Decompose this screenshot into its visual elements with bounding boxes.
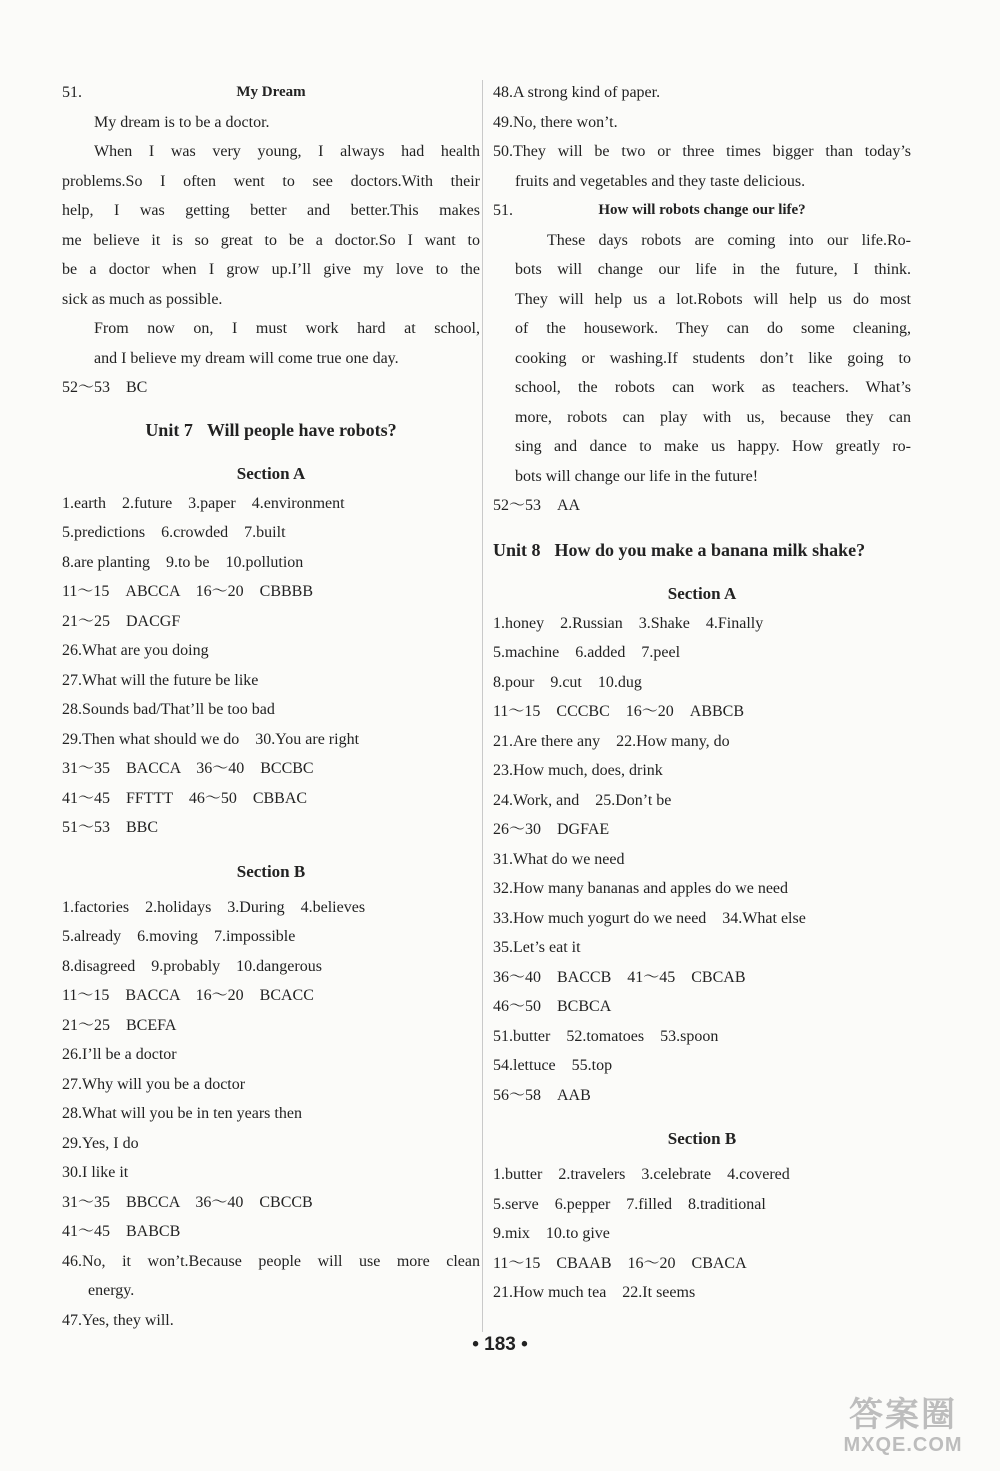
answer-line: 29.Yes, I do	[62, 1134, 139, 1152]
answer-line: 21.Are there any 22.How many, do	[493, 732, 730, 750]
essay-line: sick as much as possible.	[62, 290, 223, 308]
answer-line: energy.	[88, 1282, 135, 1299]
answer-line: 48.A strong kind of paper.	[493, 84, 661, 101]
section-heading: Section A	[236, 463, 306, 483]
answer-line: 9.mix 10.to give	[493, 1225, 610, 1242]
essay-line: school, the robots can work as teachers. What’s	[515, 379, 911, 396]
answer-line: 21.How much tea 22.It seems	[493, 1284, 696, 1301]
answer-line: 35.Let’s eat it	[493, 939, 581, 956]
answer-line: 11～15 ABCCA 16～20 CBBBB	[62, 583, 314, 600]
answer-line: 8.disagreed 9.probably 10.dangerous	[62, 957, 322, 975]
answer-line: 31.What do we need	[493, 850, 625, 868]
answer-line: 52～53 BC	[62, 379, 148, 396]
essay-line: These days robots are coming into our life.Ro-	[547, 231, 911, 249]
answer-line: 46.No, it won’t.Because people will use more clean	[62, 1252, 480, 1270]
answer-line: 24.Work, and 25.Don’t be	[493, 791, 672, 809]
unit-title: Will people have robots?	[206, 419, 397, 440]
answer-line: 26.I’ll be a doctor	[62, 1046, 177, 1063]
unit-title: How do you make a banana milk shake?	[554, 539, 866, 560]
answer-line: 11～15 BACCA 16～20 BCACC	[62, 987, 314, 1004]
answer-line: 52～53 AA	[493, 497, 581, 514]
answer-line: 36～40 BACCB 41～45 CBCAB	[493, 968, 746, 986]
answer-line: 51～53 BBC	[62, 819, 159, 836]
section-heading: Section B	[236, 861, 306, 881]
answer-line: 8.pour 9.cut 10.dug	[493, 673, 642, 691]
answer-line: 51.butter 52.tomatoes 53.spoon	[493, 1027, 719, 1045]
answer-line: 31～35 BBCCA 36～40 CBCCB	[62, 1193, 313, 1211]
answer-line: 56～58 AAB	[493, 1086, 591, 1104]
essay-line: help, I was getting better and better.This makes	[62, 202, 480, 219]
answer-line: 21～25 BCEFA	[62, 1016, 177, 1034]
answer-line: 28.Sounds bad/That’ll be too bad	[62, 701, 275, 718]
essay-line: bots will change our life in the future!	[515, 467, 759, 485]
answer-line: 47.Yes, they will.	[62, 1311, 174, 1329]
essay-title-row	[493, 196, 911, 226]
left-column	[62, 0, 480, 1335]
answer-line: 28.What will you be in ten years then	[62, 1105, 302, 1122]
answer-line: 21～25 DACGF	[62, 612, 181, 630]
answer-line: 41～45 FFTTT 46～50 CBBAC	[62, 789, 308, 807]
answer-line: 8.are planting 9.to be 10.pollution	[62, 553, 304, 571]
watermark-text: 答案圈	[849, 1396, 957, 1434]
unit-heading	[493, 535, 911, 565]
essay-number: 51.	[62, 84, 82, 101]
section-heading: Section A	[667, 583, 737, 603]
essay-line: be a doctor when I grow up.I’ll give my love to the	[62, 261, 480, 278]
essay-line: of the housework. They can do some cleaning,	[515, 320, 911, 337]
right-column	[493, 0, 911, 1308]
essay-title: How will robots change our life?	[598, 202, 806, 218]
answer-line: 26～30 DGFAE	[493, 821, 610, 838]
answer-line: 29.Then what should we do 30.You are right	[62, 730, 360, 748]
answer-line: fruits and vegetables and they taste delicious.	[515, 172, 806, 190]
essay-line: cooking or washing.If students don’t like going to	[515, 349, 911, 367]
watermark-logo	[828, 1396, 978, 1457]
answer-line: 5.already 6.moving 7.impossible	[62, 928, 296, 945]
answer-line: 26.What are you doing	[62, 642, 209, 659]
essay-title: My Dream	[236, 84, 306, 100]
answer-line: 5.serve 6.pepper 7.filled 8.traditional	[493, 1195, 766, 1213]
unit-heading	[62, 415, 480, 445]
answer-line: 27.Why will you be a doctor	[62, 1075, 246, 1093]
answer-line: 41～45 BABCB	[62, 1223, 181, 1240]
essay-line: me believe it is so great to be a doctor.So I want to	[62, 231, 480, 249]
answer-line: 54.lettuce 55.top	[493, 1057, 613, 1074]
watermark-url: MXQE.COM	[843, 1434, 963, 1456]
essay-line: They will help us a lot.Robots will help us do most	[515, 290, 911, 308]
answer-line: 1.butter 2.travelers 3.celebrate 4.covered	[493, 1166, 790, 1183]
column-divider	[482, 80, 483, 1332]
essay-line: My dream is to be a doctor.	[94, 113, 270, 131]
essay-line: problems.So I often went to see doctors.With their	[62, 172, 480, 190]
answer-line: 27.What will the future be like	[62, 671, 259, 689]
essay-line: more, robots can play with us, because they can	[515, 408, 911, 426]
essay-title-row	[62, 78, 480, 108]
essay-number: 51.	[493, 202, 513, 219]
answer-line: 23.How much, does, drink	[493, 762, 663, 779]
essay-line: and I believe my dream will come true one day.	[94, 349, 399, 367]
answer-line: 1.earth 2.future 3.paper 4.environment	[62, 494, 345, 512]
answer-line: 46～50 BCBCA	[493, 998, 612, 1015]
page-number: • 183 •	[472, 1334, 528, 1355]
essay-line: sing and dance to make us happy. How greatly ro-	[515, 438, 911, 455]
answer-line: 31～35 BACCA 36～40 BCCBC	[62, 760, 314, 777]
answer-line: 30.I like it	[62, 1164, 129, 1181]
answer-line: 5.machine 6.added 7.peel	[493, 644, 681, 661]
answer-line: 1.factories 2.holidays 3.During 4.believes	[62, 898, 366, 916]
section-heading: Section B	[667, 1129, 737, 1148]
unit-number: Unit 7	[145, 419, 193, 440]
unit-number: Unit 8	[493, 539, 541, 560]
answer-line: 5.predictions 6.crowded 7.built	[62, 524, 286, 541]
answer-line: 11～15 CBAAB 16～20 CBACA	[493, 1254, 747, 1272]
answer-line: 50.They will be two or three times bigger than today’s	[493, 143, 911, 160]
answer-line: 49.No, there won’t.	[493, 113, 618, 131]
essay-line: From now on, I must work hard at school,	[94, 320, 480, 337]
answer-line: 32.How many bananas and apples do we need	[493, 880, 789, 897]
answer-line: 11～15 CCCBC 16～20 ABBCB	[493, 703, 745, 720]
answer-line: 33.How much yogurt do we need 34.What else	[493, 909, 806, 927]
essay-line: bots will change our life in the future, I think.	[515, 261, 911, 278]
essay-line: When I was very young, I always had health	[94, 143, 480, 160]
answer-line: 1.honey 2.Russian 3.Shake 4.Finally	[493, 614, 764, 632]
